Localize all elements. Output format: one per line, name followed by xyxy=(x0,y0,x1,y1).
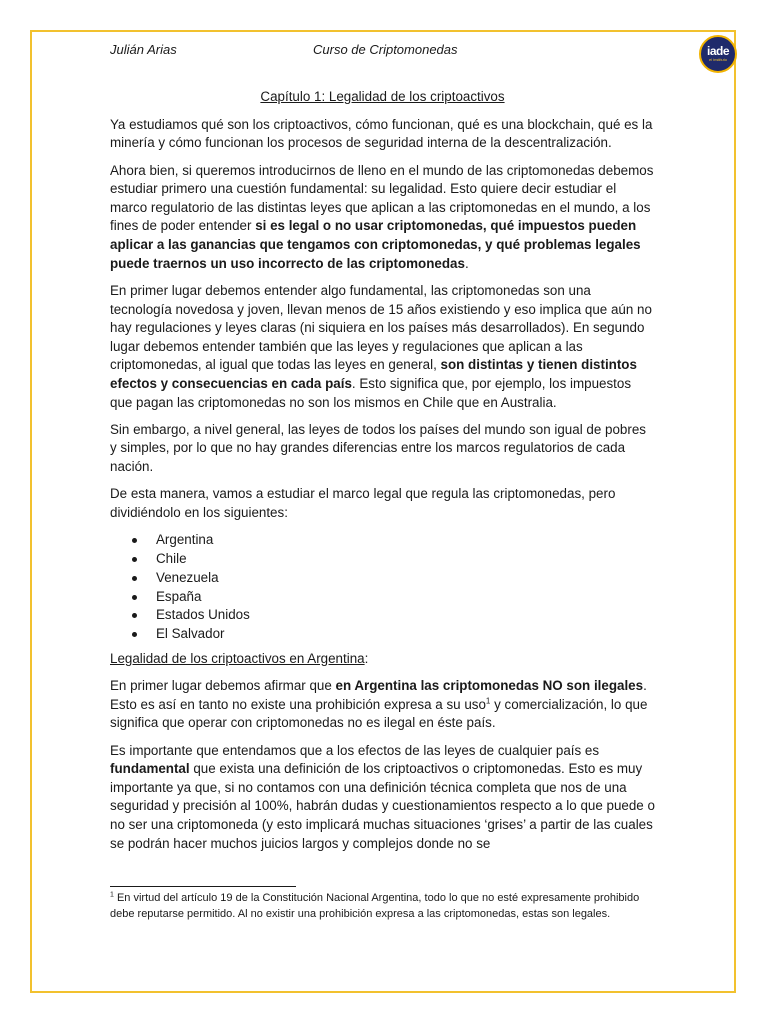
logo-brand-text: iade xyxy=(706,43,729,58)
section-heading-argentina: Legalidad de los criptoactivos en Argentina: xyxy=(110,650,369,666)
emphasis-text: si es legal o no usar criptomonedas, qué impuestos pueden aplicar a las ganancias que tengamos con criptomonedas, y qué problemas legales puede traernos un uso incorrecto de las criptomonedas xyxy=(110,218,641,271)
emphasis-text: en Argentina las criptomonedas NO son ilegales xyxy=(335,678,644,694)
footnote-separator xyxy=(110,886,296,887)
chapter-title: Capítulo 1: Legalidad de los criptoactivos xyxy=(260,89,505,104)
list-item: Argentina xyxy=(132,531,655,550)
paragraph-legality: Ahora bien, si queremos introducirnos de lleno en el mundo de las criptomonedas debemos estudiar primero una cuestión fundamental: su legalidad. Esto quiere decir estudiar el marco regulatorio de las distintas leyes que aplican a las criptomonedas en el mundo, a los fines de poder entender si es legal o no usar criptomonedas, qué impuestos pueden aplicar a las ganancias que tengamos con criptomonedas, y qué problemas legales puede traernos un uso incorrecto de las criptomonedas. xyxy=(110,162,654,271)
iade-logo xyxy=(699,35,737,73)
header-course-title: Curso de Criptomonedas xyxy=(313,42,458,57)
emphasis-text: son distintas y tienen distintos efectos y consecuencias en cada país xyxy=(110,357,637,391)
footnote xyxy=(110,891,655,922)
paragraph-intro: Ya estudiamos qué son los criptoactivos, cómo funcionan, qué es una blockchain, qué es la minería y cómo funcionan los procesos de seguridad interna de la descentralización. xyxy=(110,116,653,151)
country-list xyxy=(110,531,655,643)
document-body xyxy=(110,88,655,862)
paragraph-general-level: Sin embargo, a nivel general, las leyes de todos los países del mundo son igual de pobres y simples, por lo que no hay grandes diferencias entre los marcos regulatorios de cada nación. xyxy=(110,421,646,475)
paragraph-fundamentals: En primer lugar debemos entender algo fundamental, las criptomonedas son una tecnología novedosa y joven, llevan menos de 15 años existiendo y eso implica que aún no hay regulaciones y leyes claras (ni siquiera en los países más desarrollados). En segundo lugar debemos entender también que las leyes y regulaciones que aplican a las criptomonedas, al igual que todas las leyes en general, son distintas y tienen distintos efectos y consecuencias en cada país. Esto significa que, por ejemplo, los impuestos que pagan las criptomonedas no son los mismos en Chile que en Australia. xyxy=(110,282,652,410)
paragraph-study-plan: De esta manera, vamos a estudiar el marco legal que regula las criptomonedas, pero dividiéndolo en los siguientes: xyxy=(110,486,616,521)
page-header xyxy=(110,42,670,62)
paragraph-argentina-legal: En primer lugar debemos afirmar que en Argentina las criptomonedas NO son ilegales. Esto es así en tanto no existe una prohibición expresa a su uso$^1$ y comercialización, lo que significa que operar con criptomonedas no es ilegal en éste país. xyxy=(110,678,648,731)
list-item: Chile xyxy=(132,550,655,569)
footnote-marker: 1 xyxy=(110,891,114,899)
logo-tagline: el instituto xyxy=(708,56,727,62)
list-item: Venezuela xyxy=(132,569,655,588)
footnote-reference[interactable]: 1 xyxy=(485,696,491,706)
list-item: El Salvador xyxy=(132,625,655,644)
list-item: España xyxy=(132,588,655,607)
emphasis-text: fundamental xyxy=(110,761,190,777)
footnote-text: En virtud del artículo 19 de la Constitución Nacional Argentina, todo lo que no esté expresamente prohibido debe reputarse permitido. Al no existir una prohibición expresa a las criptomonedas, estas son legales. xyxy=(110,892,640,920)
list-item: Estados Unidos xyxy=(132,606,655,625)
header-author: Julián Arias xyxy=(110,42,177,57)
paragraph-definition: Es importante que entendamos que a los efectos de las leyes de cualquier país es fundamental que exista una definición de los criptoactivos o criptomonedas. Esto es muy importante ya que, si no contamos con una definición técnica completa que nos de una seguridad y precisión al 100%, habrán dudas y cuestionamientos respecto a lo que puede o no ser una criptomoneda (y esto implicará muchas situaciones ‘grises’ a partir de las cuales se podrán hacer muchos juicios largos y complejos donde no se xyxy=(110,742,655,851)
